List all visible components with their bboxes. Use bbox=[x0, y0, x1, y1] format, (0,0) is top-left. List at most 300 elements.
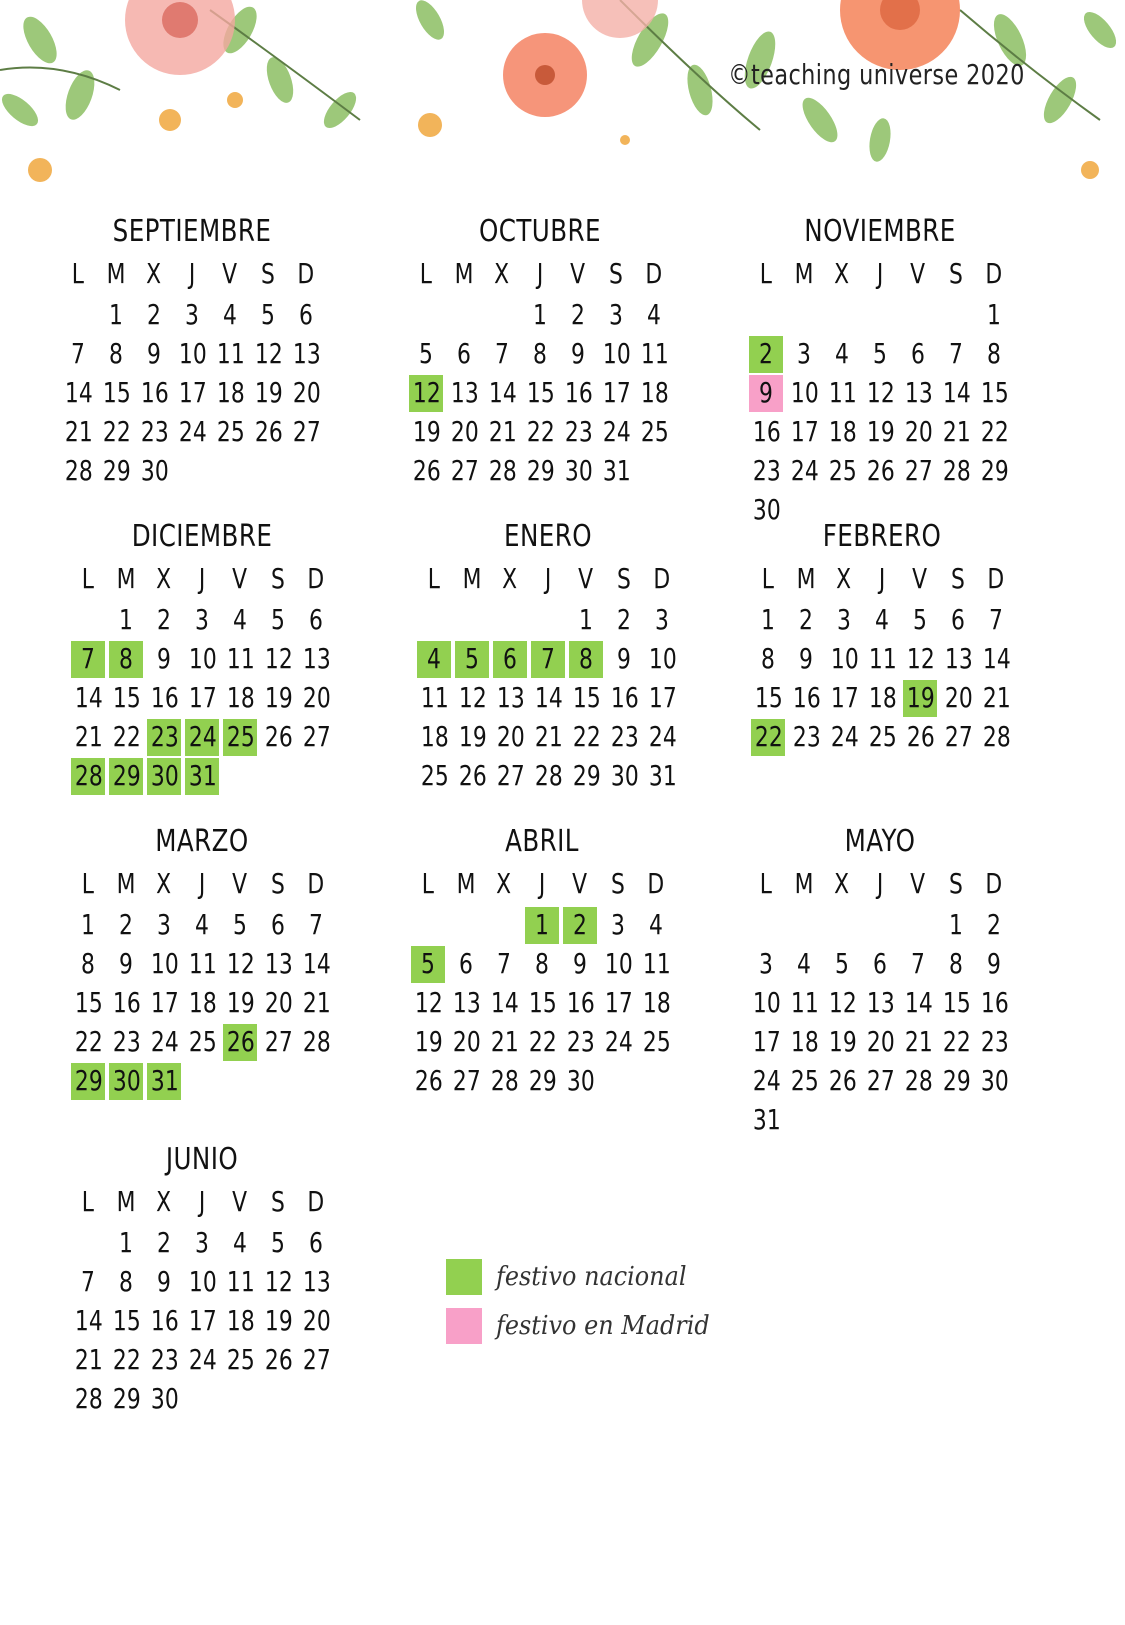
weekday-header: L bbox=[71, 257, 85, 290]
day-cell: 12 bbox=[264, 642, 293, 675]
day-cell: 20 bbox=[944, 681, 973, 714]
day-cell: 6 bbox=[309, 603, 323, 636]
weekday-header: J bbox=[876, 867, 884, 900]
month-mayo bbox=[740, 822, 1020, 1140]
day-cell: 9 bbox=[147, 337, 161, 370]
weekday-header: D bbox=[307, 562, 325, 595]
day-cell: 20 bbox=[866, 1025, 895, 1058]
weekday-header: D bbox=[307, 867, 325, 900]
day-cell: 2 bbox=[157, 1226, 171, 1259]
day-cell: 11 bbox=[216, 337, 245, 370]
day-cell: 26 bbox=[866, 454, 895, 487]
day-cell-festivo-nacional: 12 bbox=[409, 375, 443, 412]
day-cell: 4 bbox=[797, 947, 811, 980]
empty-cell bbox=[409, 297, 443, 334]
empty-cell bbox=[487, 907, 521, 944]
empty-cell bbox=[825, 297, 859, 334]
weekday-header: X bbox=[834, 257, 850, 290]
day-cell: 3 bbox=[157, 908, 171, 941]
day-cell: 8 bbox=[987, 337, 1001, 370]
empty-cell bbox=[71, 1225, 105, 1262]
day-cell: 15 bbox=[572, 681, 601, 714]
legend-label-nacional: festivo nacional bbox=[496, 1262, 687, 1292]
day-cell: 4 bbox=[835, 337, 849, 370]
day-cell-festivo-nacional: 31 bbox=[147, 1063, 181, 1100]
day-cell: 3 bbox=[195, 1226, 209, 1259]
day-cell-festivo-nacional: 2 bbox=[749, 336, 783, 373]
day-cell: 14 bbox=[64, 376, 93, 409]
day-cell: 26 bbox=[264, 1343, 293, 1376]
day-cell: 3 bbox=[837, 603, 851, 636]
day-cell: 26 bbox=[828, 1064, 857, 1097]
day-cell: 17 bbox=[178, 376, 207, 409]
day-cell: 16 bbox=[140, 376, 169, 409]
day-cell: 24 bbox=[178, 415, 207, 448]
day-cell: 12 bbox=[828, 986, 857, 1019]
empty-cell bbox=[825, 907, 859, 944]
empty-cell bbox=[901, 297, 935, 334]
empty-cell bbox=[493, 602, 527, 639]
day-cell: 13 bbox=[866, 986, 895, 1019]
day-cell-festivo-nacional: 25 bbox=[223, 719, 257, 756]
day-cell: 29 bbox=[980, 454, 1009, 487]
day-cell: 28 bbox=[302, 1025, 331, 1058]
month-title: OCTUBRE bbox=[479, 214, 601, 249]
day-cell: 3 bbox=[611, 908, 625, 941]
day-cell: 16 bbox=[980, 986, 1009, 1019]
day-cell: 30 bbox=[566, 1064, 595, 1097]
day-cell: 24 bbox=[830, 720, 859, 753]
day-cell: 24 bbox=[188, 1343, 217, 1376]
weekday-header: S bbox=[261, 257, 275, 290]
weekday-header: D bbox=[645, 257, 663, 290]
day-cell: 8 bbox=[761, 642, 775, 675]
day-cell: 15 bbox=[112, 1304, 141, 1337]
month-title: ENERO bbox=[504, 519, 592, 554]
empty-cell bbox=[901, 907, 935, 944]
day-cell: 29 bbox=[572, 759, 601, 792]
day-cell: 19 bbox=[458, 720, 487, 753]
day-cell-festivo-nacional: 8 bbox=[569, 641, 603, 678]
day-cell: 15 bbox=[526, 376, 555, 409]
day-cell: 6 bbox=[951, 603, 965, 636]
day-cell: 26 bbox=[264, 720, 293, 753]
day-cell: 4 bbox=[649, 908, 663, 941]
weekday-header: D bbox=[307, 1185, 325, 1218]
day-cell: 29 bbox=[942, 1064, 971, 1097]
weekday-header: V bbox=[910, 257, 926, 290]
day-cell: 12 bbox=[264, 1265, 293, 1298]
weekday-header: M bbox=[796, 562, 816, 595]
day-grid bbox=[742, 557, 1022, 757]
day-cell: 7 bbox=[989, 603, 1003, 636]
day-cell: 19 bbox=[254, 376, 283, 409]
day-cell: 19 bbox=[226, 986, 255, 1019]
day-cell: 30 bbox=[610, 759, 639, 792]
day-cell: 17 bbox=[188, 1304, 217, 1337]
weekday-header: L bbox=[761, 562, 775, 595]
day-cell: 28 bbox=[904, 1064, 933, 1097]
day-cell: 4 bbox=[647, 298, 661, 331]
day-cell: 1 bbox=[81, 908, 95, 941]
day-cell: 28 bbox=[64, 454, 93, 487]
day-cell: 25 bbox=[216, 415, 245, 448]
day-cell-festivo-nacional: 1 bbox=[525, 907, 559, 944]
weekday-header: D bbox=[647, 867, 665, 900]
day-cell: 16 bbox=[792, 681, 821, 714]
day-cell: 4 bbox=[233, 1226, 247, 1259]
month-title: MARZO bbox=[155, 824, 249, 859]
empty-cell bbox=[749, 907, 783, 944]
weekday-header: D bbox=[987, 562, 1005, 595]
weekday-header: S bbox=[611, 867, 625, 900]
day-cell: 10 bbox=[604, 947, 633, 980]
day-cell: 2 bbox=[571, 298, 585, 331]
day-cell: 21 bbox=[302, 986, 331, 1019]
empty-cell bbox=[411, 907, 445, 944]
day-cell: 3 bbox=[609, 298, 623, 331]
day-cell: 14 bbox=[74, 1304, 103, 1337]
weekday-header: J bbox=[544, 562, 552, 595]
weekday-header: V bbox=[222, 257, 238, 290]
day-cell: 11 bbox=[640, 337, 669, 370]
day-cell: 30 bbox=[140, 454, 169, 487]
day-cell: 22 bbox=[112, 1343, 141, 1376]
day-cell: 29 bbox=[102, 454, 131, 487]
day-cell: 8 bbox=[533, 337, 547, 370]
day-cell: 21 bbox=[904, 1025, 933, 1058]
weekday-header: J bbox=[198, 867, 206, 900]
weekday-header: V bbox=[570, 257, 586, 290]
day-grid bbox=[62, 862, 342, 1101]
day-grid bbox=[400, 252, 680, 491]
day-cell: 28 bbox=[490, 1064, 519, 1097]
day-cell: 24 bbox=[150, 1025, 179, 1058]
day-cell: 2 bbox=[157, 603, 171, 636]
day-cell: 16 bbox=[150, 681, 179, 714]
day-cell-festivo-nacional: 22 bbox=[751, 719, 785, 756]
weekday-header: L bbox=[421, 867, 435, 900]
day-cell: 25 bbox=[790, 1064, 819, 1097]
day-cell: 19 bbox=[866, 415, 895, 448]
day-cell: 25 bbox=[188, 1025, 217, 1058]
day-grid bbox=[52, 252, 332, 491]
day-cell: 11 bbox=[868, 642, 897, 675]
day-cell: 20 bbox=[450, 415, 479, 448]
day-cell: 4 bbox=[875, 603, 889, 636]
day-cell: 25 bbox=[226, 1343, 255, 1376]
day-cell: 13 bbox=[450, 376, 479, 409]
day-cell: 24 bbox=[790, 454, 819, 487]
day-cell: 22 bbox=[942, 1025, 971, 1058]
day-cell: 20 bbox=[904, 415, 933, 448]
weekday-header: X bbox=[836, 562, 852, 595]
weekday-header: D bbox=[653, 562, 671, 595]
day-cell: 5 bbox=[271, 1226, 285, 1259]
day-cell: 25 bbox=[828, 454, 857, 487]
day-cell: 6 bbox=[271, 908, 285, 941]
weekday-header: D bbox=[297, 257, 315, 290]
day-cell: 31 bbox=[648, 759, 677, 792]
day-cell: 26 bbox=[906, 720, 935, 753]
day-cell: 19 bbox=[264, 1304, 293, 1337]
day-cell-festivo-madrid: 9 bbox=[749, 375, 783, 412]
day-cell: 16 bbox=[150, 1304, 179, 1337]
day-cell: 6 bbox=[873, 947, 887, 980]
day-cell: 27 bbox=[302, 1343, 331, 1376]
day-cell: 13 bbox=[944, 642, 973, 675]
day-cell: 18 bbox=[188, 986, 217, 1019]
day-cell: 12 bbox=[226, 947, 255, 980]
weekday-header: X bbox=[156, 562, 172, 595]
day-cell: 9 bbox=[157, 1265, 171, 1298]
day-cell: 5 bbox=[419, 337, 433, 370]
day-cell-festivo-nacional: 7 bbox=[531, 641, 565, 678]
day-cell-festivo-nacional: 7 bbox=[71, 641, 105, 678]
day-cell: 7 bbox=[911, 947, 925, 980]
day-cell: 27 bbox=[496, 759, 525, 792]
day-cell: 11 bbox=[226, 1265, 255, 1298]
day-cell: 14 bbox=[904, 986, 933, 1019]
legend bbox=[446, 1253, 728, 1351]
day-cell: 23 bbox=[112, 1025, 141, 1058]
day-cell: 5 bbox=[873, 337, 887, 370]
day-cell-festivo-nacional: 24 bbox=[185, 719, 219, 756]
day-cell: 25 bbox=[640, 415, 669, 448]
day-cell: 18 bbox=[226, 681, 255, 714]
weekday-header: J bbox=[188, 257, 196, 290]
day-cell: 17 bbox=[648, 681, 677, 714]
day-cell: 7 bbox=[497, 947, 511, 980]
floral-header-decoration bbox=[0, 0, 1125, 210]
day-cell: 17 bbox=[188, 681, 217, 714]
day-cell: 17 bbox=[150, 986, 179, 1019]
day-grid bbox=[408, 557, 688, 796]
day-cell: 26 bbox=[458, 759, 487, 792]
day-cell: 12 bbox=[254, 337, 283, 370]
day-cell-festivo-nacional: 29 bbox=[71, 1063, 105, 1100]
day-cell: 17 bbox=[752, 1025, 781, 1058]
day-cell: 1 bbox=[579, 603, 593, 636]
day-cell: 8 bbox=[119, 1265, 133, 1298]
weekday-header: S bbox=[951, 562, 965, 595]
day-cell: 15 bbox=[74, 986, 103, 1019]
day-cell: 11 bbox=[642, 947, 671, 980]
day-cell: 25 bbox=[868, 720, 897, 753]
weekday-header: M bbox=[794, 257, 814, 290]
day-cell: 20 bbox=[264, 986, 293, 1019]
day-cell: 13 bbox=[496, 681, 525, 714]
empty-cell bbox=[863, 907, 897, 944]
legend-item-madrid bbox=[446, 1302, 728, 1350]
day-cell: 26 bbox=[254, 415, 283, 448]
weekday-header: V bbox=[232, 1185, 248, 1218]
month-title: JUNIO bbox=[165, 1142, 239, 1177]
day-cell: 1 bbox=[533, 298, 547, 331]
copyright-credit: ©teaching universe 2020 bbox=[728, 58, 1025, 91]
day-cell: 3 bbox=[195, 603, 209, 636]
day-cell: 4 bbox=[195, 908, 209, 941]
day-cell: 14 bbox=[74, 681, 103, 714]
day-cell: 27 bbox=[944, 720, 973, 753]
day-cell: 18 bbox=[420, 720, 449, 753]
day-cell: 21 bbox=[942, 415, 971, 448]
weekday-header: L bbox=[759, 257, 773, 290]
day-cell: 9 bbox=[573, 947, 587, 980]
day-cell: 30 bbox=[564, 454, 593, 487]
day-cell: 2 bbox=[799, 603, 813, 636]
day-cell: 29 bbox=[526, 454, 555, 487]
day-cell: 10 bbox=[602, 337, 631, 370]
day-cell: 27 bbox=[452, 1064, 481, 1097]
day-cell: 27 bbox=[450, 454, 479, 487]
day-cell-festivo-nacional: 6 bbox=[493, 641, 527, 678]
day-cell: 10 bbox=[830, 642, 859, 675]
day-cell: 1 bbox=[119, 603, 133, 636]
empty-cell bbox=[531, 602, 565, 639]
day-cell: 29 bbox=[528, 1064, 557, 1097]
weekday-header: S bbox=[271, 1185, 285, 1218]
day-cell: 3 bbox=[655, 603, 669, 636]
day-cell: 27 bbox=[302, 720, 331, 753]
day-cell: 4 bbox=[233, 603, 247, 636]
weekday-header: L bbox=[759, 867, 773, 900]
month-title: FEBRERO bbox=[822, 519, 942, 554]
day-cell: 17 bbox=[790, 415, 819, 448]
day-cell: 6 bbox=[299, 298, 313, 331]
day-cell-festivo-nacional: 31 bbox=[185, 758, 219, 795]
day-cell: 12 bbox=[906, 642, 935, 675]
legend-label-madrid: festivo en Madrid bbox=[496, 1311, 710, 1341]
day-cell: 7 bbox=[71, 337, 85, 370]
weekday-header: D bbox=[985, 257, 1003, 290]
day-cell: 14 bbox=[982, 642, 1011, 675]
day-cell: 1 bbox=[761, 603, 775, 636]
day-cell: 18 bbox=[868, 681, 897, 714]
day-cell: 15 bbox=[112, 681, 141, 714]
day-cell: 14 bbox=[302, 947, 331, 980]
day-cell: 25 bbox=[420, 759, 449, 792]
day-cell: 23 bbox=[752, 454, 781, 487]
day-cell: 11 bbox=[420, 681, 449, 714]
month-noviembre bbox=[740, 212, 1020, 530]
day-cell: 11 bbox=[226, 642, 255, 675]
day-cell: 13 bbox=[302, 1265, 331, 1298]
day-cell: 5 bbox=[913, 603, 927, 636]
day-cell: 27 bbox=[292, 415, 321, 448]
day-cell: 1 bbox=[109, 298, 123, 331]
weekday-header: X bbox=[494, 257, 510, 290]
day-cell: 6 bbox=[309, 1226, 323, 1259]
day-cell: 4 bbox=[223, 298, 237, 331]
day-cell: 18 bbox=[226, 1304, 255, 1337]
day-cell: 19 bbox=[414, 1025, 443, 1058]
day-cell: 11 bbox=[188, 947, 217, 980]
empty-cell bbox=[787, 297, 821, 334]
day-cell: 22 bbox=[102, 415, 131, 448]
day-cell: 11 bbox=[828, 376, 857, 409]
day-cell: 9 bbox=[617, 642, 631, 675]
day-cell: 9 bbox=[119, 947, 133, 980]
day-cell-festivo-nacional: 30 bbox=[109, 1063, 143, 1100]
empty-cell bbox=[485, 297, 519, 334]
day-cell: 16 bbox=[566, 986, 595, 1019]
day-cell: 13 bbox=[292, 337, 321, 370]
empty-cell bbox=[787, 907, 821, 944]
day-cell: 11 bbox=[790, 986, 819, 1019]
day-cell: 13 bbox=[452, 986, 481, 1019]
day-cell: 15 bbox=[528, 986, 557, 1019]
day-cell: 10 bbox=[178, 337, 207, 370]
day-cell: 20 bbox=[452, 1025, 481, 1058]
weekday-header: M bbox=[116, 1185, 136, 1218]
day-cell: 16 bbox=[610, 681, 639, 714]
weekday-header: M bbox=[116, 562, 136, 595]
day-cell: 22 bbox=[526, 415, 555, 448]
day-cell: 6 bbox=[457, 337, 471, 370]
day-cell: 8 bbox=[535, 947, 549, 980]
day-cell-festivo-nacional: 4 bbox=[417, 641, 451, 678]
day-cell-festivo-nacional: 2 bbox=[563, 907, 597, 944]
day-cell: 23 bbox=[980, 1025, 1009, 1058]
day-cell: 15 bbox=[942, 986, 971, 1019]
day-grid bbox=[740, 252, 1020, 530]
day-cell: 2 bbox=[119, 908, 133, 941]
day-cell: 19 bbox=[828, 1025, 857, 1058]
weekday-header: S bbox=[617, 562, 631, 595]
weekday-header: V bbox=[572, 867, 588, 900]
day-cell: 9 bbox=[571, 337, 585, 370]
day-cell: 24 bbox=[752, 1064, 781, 1097]
weekday-header: J bbox=[198, 562, 206, 595]
weekday-header: M bbox=[116, 867, 136, 900]
day-cell: 5 bbox=[271, 603, 285, 636]
day-cell: 21 bbox=[64, 415, 93, 448]
day-cell: 23 bbox=[610, 720, 639, 753]
day-cell: 31 bbox=[752, 1103, 781, 1136]
weekday-header: S bbox=[949, 867, 963, 900]
weekday-header: S bbox=[271, 867, 285, 900]
month-enero bbox=[408, 517, 688, 796]
day-cell: 16 bbox=[752, 415, 781, 448]
day-cell: 7 bbox=[81, 1265, 95, 1298]
day-cell: 6 bbox=[911, 337, 925, 370]
empty-cell bbox=[863, 297, 897, 334]
day-cell: 19 bbox=[412, 415, 441, 448]
day-cell: 23 bbox=[150, 1343, 179, 1376]
day-cell: 14 bbox=[534, 681, 563, 714]
day-cell: 8 bbox=[109, 337, 123, 370]
day-cell: 23 bbox=[140, 415, 169, 448]
day-cell: 18 bbox=[642, 986, 671, 1019]
day-cell: 5 bbox=[233, 908, 247, 941]
day-cell: 30 bbox=[980, 1064, 1009, 1097]
empty-cell bbox=[447, 297, 481, 334]
empty-cell bbox=[455, 602, 489, 639]
day-cell: 5 bbox=[261, 298, 275, 331]
day-cell: 13 bbox=[264, 947, 293, 980]
weekday-header: J bbox=[536, 257, 544, 290]
day-cell: 18 bbox=[828, 415, 857, 448]
day-cell: 10 bbox=[752, 986, 781, 1019]
weekday-header: V bbox=[578, 562, 594, 595]
month-title: DICIEMBRE bbox=[131, 519, 273, 554]
day-cell: 14 bbox=[942, 376, 971, 409]
month-febrero bbox=[742, 517, 1022, 757]
month-junio bbox=[62, 1140, 342, 1419]
weekday-header: V bbox=[912, 562, 928, 595]
weekday-header: M bbox=[462, 562, 482, 595]
